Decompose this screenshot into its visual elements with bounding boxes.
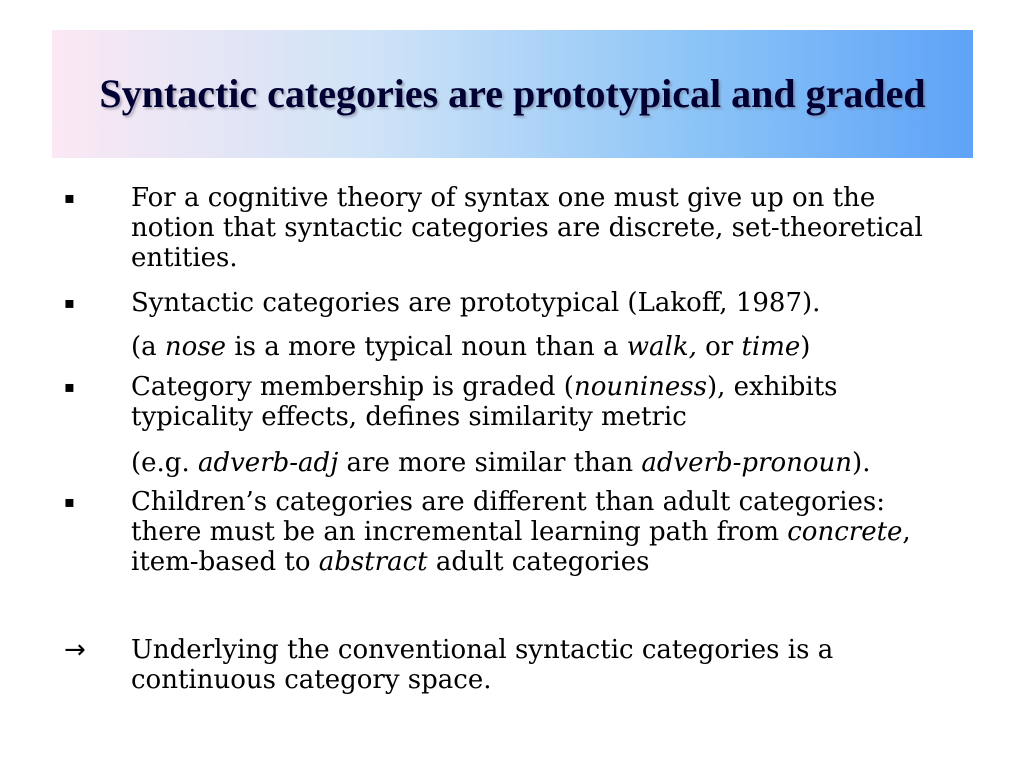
bullet-text-2: Syntactic categories are prototypical (Lakoff, 1987). <box>131 288 821 318</box>
bullet-text-1: For a cognitive theory of syntax one must give up on the notion that syntactic categories are discrete, set-theoretical entities. <box>131 183 923 273</box>
example-line-2: (e.g. adverb-adj are more similar than adverb-pronoun). <box>131 448 871 478</box>
square-bullet-icon: ▪ <box>64 492 75 511</box>
slide-title: Syntactic categories are prototypical and graded <box>99 71 926 116</box>
example-line-1: (a nose is a more typical noun than a walk, or time) <box>131 332 811 362</box>
title-banner <box>52 30 973 158</box>
bullet-text-3: Category membership is graded (nouniness), exhibits typicality effects, defines similarity metric <box>131 372 838 432</box>
square-bullet-icon: ▪ <box>64 377 75 396</box>
square-bullet-icon: ▪ <box>64 188 75 207</box>
bullet-text-4: Children’s categories are different than adult categories: there must be an incremental learning path from concrete, item-based to abstract adult categories <box>131 487 911 577</box>
square-bullet-icon: ▪ <box>64 293 75 312</box>
conclusion-text: Underlying the conventional syntactic categories is a continuous category space. <box>131 635 834 695</box>
right-arrow-icon: → <box>64 635 86 665</box>
